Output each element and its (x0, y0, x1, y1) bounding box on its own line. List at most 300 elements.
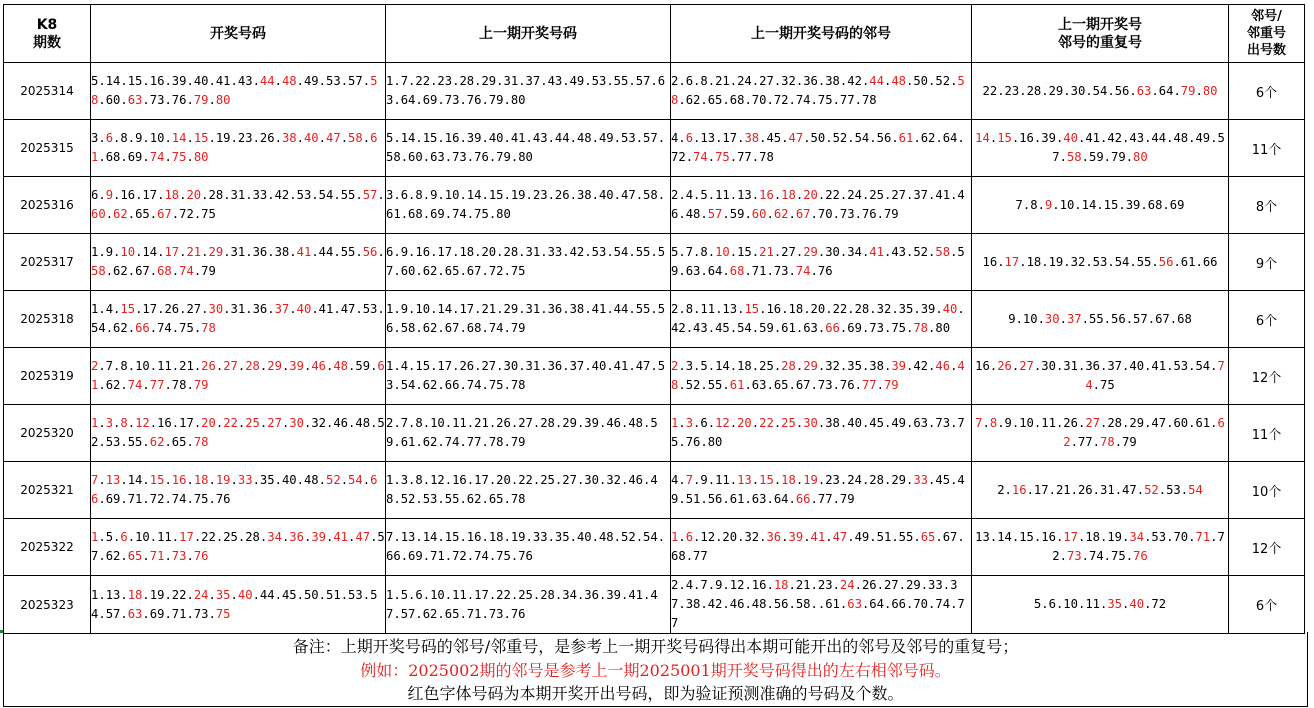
period-cell[interactable]: 2025322 (4, 519, 91, 576)
number: 10 (135, 359, 150, 373)
number: 44 (259, 587, 275, 602)
number: 28 (869, 473, 884, 487)
number: 55 (613, 74, 629, 88)
number: 6 (386, 245, 394, 259)
neighbor-numbers-cell[interactable]: 4.7.9.11.13.15.18.19.23.24.28.29.33.45.49.51.56.61.63.64.66.77.79 (671, 462, 972, 519)
number: 71 (751, 264, 767, 278)
number: 59 (729, 207, 745, 221)
number: 13 (975, 530, 990, 544)
hit-number: 30 (1044, 311, 1060, 326)
number: 20 (481, 245, 497, 259)
number: 9 (400, 245, 409, 259)
hit-number: 33 (913, 473, 929, 487)
neighbor-number-table (3, 4, 1305, 634)
hit-number: 40 (942, 302, 958, 316)
hit-number: 78 (201, 321, 216, 335)
number: 65 (444, 264, 460, 278)
number: 36 (584, 587, 599, 602)
number: 63 (685, 264, 701, 278)
number: 16 (149, 74, 165, 88)
hit-number: 1 (91, 530, 99, 544)
hit-number: 15 (193, 131, 209, 145)
draw-numbers-cell[interactable]: 1.4.15.17.26.27.30.31.36.37.40.41.47.53.54.62.66.74.75.78 (91, 291, 386, 348)
number: 24 (847, 188, 862, 202)
hit-number: 14 (171, 131, 187, 145)
hit-count-cell[interactable]: 6个 (1229, 576, 1305, 634)
number: 68 (729, 93, 745, 107)
number: 19 (215, 131, 231, 145)
number: 15 (127, 74, 143, 88)
number: 26 (861, 578, 877, 592)
number: 77 (839, 93, 855, 107)
period-cell[interactable]: 2025320 (4, 405, 91, 462)
hit-number: 79 (883, 378, 899, 392)
hit-number: 29 (803, 245, 818, 259)
number: 19 (149, 587, 165, 602)
number: 75 (817, 93, 833, 107)
number: 63 (803, 321, 818, 335)
number: 79 (488, 93, 504, 107)
number: 42 (1107, 131, 1123, 145)
hit-count-cell[interactable]: 11个 (1229, 405, 1305, 462)
previous-draw-cell[interactable]: 1.4.15.17.26.27.30.31.36.37.40.41.47.53.54.62.66.74.75.78 (386, 348, 671, 405)
number: 9 (135, 131, 143, 145)
hit-number: 47 (832, 530, 848, 544)
number: 73 (193, 606, 209, 621)
hit-number: 21 (186, 245, 202, 259)
number: 40 (847, 416, 862, 430)
neighbor-numbers-cell[interactable]: 2.3.5.14.18.25.28.29.32.35.38.39.42.46.48.52.55.61.63.65.67.73.76.77.79 (671, 348, 972, 405)
hit-number: 15 (149, 473, 165, 487)
repeat-numbers-cell[interactable]: 2.16.17.21.26.31.47.52.53.54 (972, 462, 1229, 519)
number: 77 (693, 549, 708, 563)
hit-number: 62 (149, 435, 165, 449)
number: 39 (1125, 197, 1141, 212)
number: 53 (1166, 482, 1181, 497)
hit-number: 63 (127, 93, 143, 107)
number: 72 (1151, 597, 1167, 611)
draw-numbers-cell[interactable]: 5.14.15.16.39.40.41.43.44.48.49.53.57.58.60.63.73.76.79.80 (91, 63, 386, 120)
hit-number: 37 (1066, 311, 1082, 326)
number: 8 (120, 131, 128, 145)
number: 27 (186, 302, 202, 316)
hit-number: 21 (759, 245, 774, 259)
hit-number: 18 (773, 578, 789, 592)
previous-draw-cell[interactable]: 3.6.8.9.10.14.15.19.23.26.38.40.47.58.61.68.69.74.75.80 (386, 177, 671, 234)
number: 6 (91, 188, 99, 202)
number: 53 (105, 435, 121, 449)
number: 12 (700, 530, 716, 544)
number: 56 (1111, 311, 1126, 326)
number: 75 (1100, 378, 1115, 392)
number: 33 (532, 530, 548, 544)
draw-numbers-cell[interactable]: 6.9.16.17.18.20.28.31.33.42.53.54.55.57.60.62.65.67.72.75 (91, 177, 386, 234)
number: 74 (466, 378, 482, 392)
number: 10 (1059, 197, 1075, 212)
number: 73 (839, 207, 855, 221)
hit-number: 68 (157, 264, 172, 278)
number: 53 (362, 302, 378, 316)
hit-number: 73 (1066, 549, 1082, 563)
hit-number: 38 (744, 131, 760, 145)
neighbor-numbers-cell[interactable]: 5.7.8.10.15.21.27.29.30.34.41.43.52.58.59.63.64.68.71.73.74.76 (671, 234, 972, 291)
number: 10 (1019, 416, 1034, 430)
number: 5 (700, 359, 708, 373)
hit-number: 39 (289, 359, 304, 373)
header-previous-draw[interactable]: 上一期开奖号码 (386, 5, 671, 63)
number: 26 (554, 188, 570, 202)
number: 61 (729, 492, 745, 506)
number: 45 (869, 416, 884, 430)
hit-number: 7 (685, 473, 694, 487)
hit-count-cell[interactable]: 6个 (1229, 63, 1305, 120)
hit-number: 74 (795, 264, 811, 278)
number: 31 (503, 74, 519, 88)
hit-number: 30 (289, 416, 304, 430)
number: 80 (510, 93, 526, 107)
number: 22 (832, 302, 848, 316)
hit-number: 67 (795, 207, 811, 221)
hit-count-cell[interactable]: 8个 (1229, 177, 1305, 234)
number: 17 (142, 188, 158, 202)
number: 56 (1114, 83, 1130, 98)
hit-number: 67 (157, 207, 172, 221)
hit-number: 19 (803, 473, 818, 487)
number: 47 (1122, 482, 1137, 497)
hit-number: 79 (193, 378, 209, 392)
hit-number: 74 (693, 150, 708, 164)
number: 47 (635, 359, 651, 373)
number: 41 (1085, 131, 1100, 145)
number: 41 (510, 131, 526, 145)
previous-draw-cell[interactable]: 2.7.8.10.11.21.26.27.28.29.39.46.48.59.61.62.74.77.78.79 (386, 405, 671, 462)
number: 36 (252, 245, 268, 259)
number: 80 (496, 207, 511, 221)
previous-draw-cell[interactable]: 1.3.8.12.16.17.20.22.25.27.30.32.46.48.52.53.55.62.65.78 (386, 462, 671, 519)
header-row (4, 5, 1305, 63)
hit-number: 26 (201, 359, 216, 373)
number: 47 (386, 587, 658, 621)
draw-numbers-cell[interactable]: 3.6.8.9.10.14.15.19.23.26.38.40.47.58.61.68.69.74.75.80 (91, 120, 386, 177)
number: 11 (715, 188, 730, 202)
number: 75 (193, 492, 209, 506)
number: 60 (105, 93, 121, 107)
draw-numbers-cell[interactable]: 1.9.10.14.17.21.29.31.36.38.41.44.55.56.58.62.67.68.74.79 (91, 234, 386, 291)
hit-number: 40 (1129, 597, 1145, 611)
previous-draw-cell[interactable]: 1.7.22.23.28.29.31.37.43.49.53.55.57.63.64.69.73.76.79.80 (386, 63, 671, 120)
number: 41 (613, 359, 629, 373)
number: 4 (685, 188, 694, 202)
number: 13 (105, 587, 121, 602)
hit-number: 62 (113, 207, 128, 221)
hit-number: 58 (935, 245, 951, 259)
hit-number: 40 (1063, 131, 1078, 145)
draw-numbers-cell[interactable]: 1.3.8.12.16.17.20.22.25.27.30.32.46.48.52.53.55.62.65.78 (91, 405, 386, 462)
notes-area (3, 632, 1308, 707)
number: 74 (1088, 549, 1104, 563)
hit-number: 27 (223, 359, 238, 373)
number: 62 (422, 321, 438, 335)
number: 35 (847, 359, 862, 373)
number: 41 (1151, 359, 1167, 373)
period-cell[interactable]: 2025315 (4, 120, 91, 177)
number: 32 (744, 530, 760, 544)
number: 11 (715, 473, 730, 487)
hit-count-cell[interactable]: 11个 (1229, 120, 1305, 177)
number: 70 (913, 597, 929, 611)
draw-numbers-cell[interactable]: 7.13.14.15.16.18.19.33.35.40.48.52.54.66.69.71.72.74.75.76 (91, 462, 386, 519)
number: 75 (488, 378, 504, 392)
hit-number: 78 (1100, 435, 1115, 449)
neighbor-numbers-cell[interactable]: 1.6.12.20.32.36.39.41.47.49.51.55.65.67.68.77 (671, 519, 972, 576)
hit-number: 1 (91, 416, 99, 430)
number: 15 (1019, 530, 1034, 544)
number: 79 (1111, 150, 1126, 164)
number: 64 (942, 131, 958, 145)
period-cell[interactable]: 2025314 (4, 63, 91, 120)
hit-number: 10 (120, 245, 136, 259)
hit-number: 18 (164, 188, 180, 202)
number: 16 (452, 473, 467, 487)
repeat-numbers-cell[interactable]: 7.8.9.10.11.26.27.28.29.47.60.61.62.77.78.79 (972, 405, 1229, 462)
hit-number: 18 (781, 188, 796, 202)
number: 13 (400, 530, 416, 544)
hit-number: 76 (193, 549, 209, 563)
repeat-numbers-cell[interactable]: 9.10.30.37.55.56.57.67.68 (972, 291, 1229, 348)
number: 2 (997, 482, 1005, 497)
number: 31 (230, 245, 246, 259)
number: 37 (569, 359, 585, 373)
number: 28 (1026, 83, 1042, 98)
number: 15 (488, 188, 504, 202)
hit-number: 8 (989, 416, 998, 430)
previous-draw-cell[interactable]: 6.9.16.17.18.20.28.31.33.42.53.54.55.57.60.62.65.67.72.75 (386, 234, 671, 291)
number: 69 (1169, 197, 1185, 212)
number: 76 (518, 549, 533, 563)
number: 57 (643, 131, 658, 145)
draw-numbers-cell[interactable]: 1.13.18.19.22.24.35.40.44.45.50.51.53.54.57.63.69.71.73.75 (91, 576, 386, 634)
number: 1 (91, 302, 99, 316)
number: 15 (444, 530, 460, 544)
number: 79 (883, 207, 899, 221)
period-cell[interactable]: 2025319 (4, 348, 91, 405)
table-row (4, 120, 1305, 177)
number: 58 (400, 321, 416, 335)
number: 14 (105, 74, 121, 88)
hit-number: 41 (869, 245, 884, 259)
previous-draw-cell[interactable]: 7.13.14.15.16.18.19.33.35.40.48.52.54.66.69.71.72.74.75.76 (386, 519, 671, 576)
number: 9 (1004, 416, 1012, 430)
number: 66 (1202, 254, 1218, 269)
number: 17 (437, 359, 453, 373)
period-cell[interactable]: 2025323 (4, 576, 91, 634)
number: 5 (386, 131, 394, 145)
number: 79 (839, 492, 855, 506)
number: 12 (729, 578, 745, 592)
hit-number: 9 (105, 188, 114, 202)
number: 34 (847, 245, 862, 259)
header-period[interactable]: K8 期数 (4, 5, 91, 63)
number: 54 (1092, 83, 1108, 98)
number: 44 (554, 131, 570, 145)
period-cell[interactable]: 2025317 (4, 234, 91, 291)
previous-draw-cell[interactable]: 1.9.10.14.17.21.29.31.36.38.41.44.55.56.58.62.67.68.74.79 (386, 291, 671, 348)
number: 66 (444, 378, 460, 392)
hit-number: 79 (1180, 83, 1196, 98)
table-row (4, 234, 1305, 291)
previous-draw-cell[interactable]: 1.5.6.10.11.17.22.25.28.34.36.39.41.47.57.62.65.71.73.76 (386, 576, 671, 634)
number: 26 (1077, 482, 1093, 497)
number: 49 (671, 473, 965, 506)
header-draw-numbers[interactable]: 开奖号码 (91, 5, 386, 63)
hit-number: 29 (267, 359, 282, 373)
number: 44 (318, 245, 334, 259)
number: 28 (540, 416, 555, 430)
number: 11 (157, 359, 172, 373)
number: 73 (452, 150, 467, 164)
number: 59 (386, 416, 658, 449)
hit-count-cell[interactable]: 6个 (1229, 291, 1305, 348)
number: 73 (149, 93, 165, 107)
hit-number: 47 (326, 131, 341, 145)
hit-number: 80 (215, 93, 231, 107)
neighbor-numbers-cell[interactable]: 2.4.7.9.12.16.18.21.23.24.26.27.29.33.37.38.42.46.48.56.58..61.63.64.66.70.74.77 (671, 576, 972, 634)
hit-number: 27 (267, 416, 282, 430)
number: 10 (149, 131, 165, 145)
neighbor-numbers-cell[interactable]: 2.8.11.13.15.16.18.20.22.28.32.35.39.40.42.43.45.54.59.61.63.66.69.73.75.78.80 (671, 291, 972, 348)
number: 61 (825, 597, 840, 611)
number: 77 (1077, 435, 1093, 449)
hit-number: 48 (333, 359, 349, 373)
hit-number: 20 (201, 416, 216, 430)
hit-number: 35 (215, 587, 231, 602)
number: 52 (685, 378, 701, 392)
hit-number: 65 (127, 549, 143, 563)
hit-count-cell[interactable]: 12个 (1229, 519, 1305, 576)
number: 27 (562, 473, 577, 487)
number: 21 (481, 302, 497, 316)
number: 10 (444, 188, 460, 202)
repeat-numbers-cell[interactable]: 16.17.18.19.32.53.54.55.56.61.66 (972, 234, 1229, 291)
repeat-numbers-cell[interactable]: 13.14.15.16.17.18.19.34.53.70.71.72.73.74.75.76 (972, 519, 1229, 576)
number: 20 (722, 530, 738, 544)
note-line-example: 例如：2025002期的邻号是参考上一期2025001期开奖号码得出的左右相邻号码。 (360, 661, 951, 680)
number: 72 (773, 93, 789, 107)
number: 62 (113, 321, 128, 335)
number: 74 (935, 597, 951, 611)
number: 4 (400, 359, 409, 373)
draw-numbers-cell[interactable]: 1.5.6.10.11.17.22.25.28.34.36.39.41.47.57.62.65.71.73.76 (91, 519, 386, 576)
hit-number: 18 (127, 587, 143, 602)
previous-draw-cell[interactable]: 5.14.15.16.39.40.41.43.44.48.49.53.57.58.60.63.73.76.79.80 (386, 120, 671, 177)
hit-number: 46 (311, 359, 326, 373)
hit-number: 24 (193, 587, 209, 602)
hit-number: 16 (171, 473, 187, 487)
neighbor-numbers-cell[interactable]: 4.6.13.17.38.45.47.50.52.54.56.61.62.64.72.74.75.77.78 (671, 120, 972, 177)
number: 16 (466, 530, 482, 544)
number: 70 (751, 93, 767, 107)
hit-number: 39 (311, 530, 326, 544)
period-cell[interactable]: 2025318 (4, 291, 91, 348)
number: 46 (628, 473, 644, 487)
number: 39 (1041, 131, 1056, 145)
table-row (4, 63, 1305, 120)
repeat-numbers-cell[interactable]: 7.8.9.10.14.15.39.68.69 (972, 177, 1229, 234)
number: 6 (685, 74, 694, 88)
number: 73 (935, 416, 951, 430)
number: 69 (422, 93, 438, 107)
number: 54 (854, 131, 870, 145)
hit-number: 75 (715, 150, 730, 164)
number: 71 (430, 549, 445, 563)
number: 74 (488, 321, 504, 335)
number: 22 (825, 188, 840, 202)
header-hit-count[interactable]: 邻号/ 邻重号 出号数 (1229, 5, 1305, 63)
number: 78 (510, 378, 526, 392)
number: 49 (1195, 131, 1211, 145)
neighbor-numbers-cell[interactable]: 2.4.5.11.13.16.18.20.22.24.25.27.37.41.46.48.57.59.60.62.67.70.73.76.79 (671, 177, 972, 234)
number: 69 (430, 207, 445, 221)
period-cell[interactable]: 2025316 (4, 177, 91, 234)
number: 35 (259, 473, 275, 487)
number: 80 (518, 150, 533, 164)
header-repeat-numbers[interactable]: 上一期开奖号 邻号的重复号 (972, 5, 1229, 63)
number: 18 (488, 530, 504, 544)
number: 75 (201, 207, 216, 221)
hit-count-cell[interactable]: 9个 (1229, 234, 1305, 291)
repeat-numbers-cell[interactable]: 16.26.27.30.31.36.37.40.41.53.54.74.75 (972, 348, 1229, 405)
number: 60 (1173, 416, 1189, 430)
hit-number: 57 (362, 188, 378, 202)
hit-number: 39 (788, 530, 804, 544)
hit-number: 75 (215, 606, 231, 621)
number: 7 (700, 578, 708, 592)
neighbor-numbers-cell[interactable]: 1.3.6.12.20.22.25.30.38.40.45.49.63.73.75.76.80 (671, 405, 972, 462)
number: 76 (474, 150, 489, 164)
repeat-numbers-cell[interactable]: 14.15.16.39.40.41.42.43.44.48.49.57.58.59.79.80 (972, 120, 1229, 177)
number: 52 (400, 492, 416, 506)
hit-count-cell[interactable]: 10个 (1229, 462, 1305, 519)
table-row (4, 348, 1305, 405)
number: 32 (781, 74, 796, 88)
repeat-numbers-cell[interactable]: 5.6.10.11.35.40.72 (972, 576, 1229, 634)
hit-number: 56 (1158, 254, 1174, 269)
number: 30 (1041, 359, 1056, 373)
number: 55 (635, 302, 651, 316)
number: 55 (898, 530, 914, 544)
number: 7 (400, 74, 409, 88)
header-neighbor-numbers[interactable]: 上一期开奖号码的邻号 (671, 5, 972, 63)
number: 22 (518, 473, 533, 487)
hit-number: 15 (744, 302, 760, 316)
note-line-1: 备注：上期开奖号码的邻号/邻重号，是参考上一期开奖号码得出本期可能开出的邻号及邻号的重复号； (292, 637, 1019, 656)
hit-number: 15 (120, 302, 136, 316)
number: 9 (105, 245, 114, 259)
hit-count-cell[interactable]: 12个 (1229, 348, 1305, 405)
period-cell[interactable]: 2025321 (4, 462, 91, 519)
number: 2 (386, 416, 394, 430)
draw-numbers-cell[interactable]: 2.7.8.10.11.21.26.27.28.29.39.46.48.59.61.62.74.77.78.79 (91, 348, 386, 405)
number: 38 (869, 359, 884, 373)
number: 4 (671, 131, 679, 145)
number: 35 (554, 530, 570, 544)
number: 40 (591, 359, 607, 373)
number: 67 (942, 530, 958, 544)
hit-number: 20 (186, 188, 202, 202)
number: 11 (700, 302, 716, 316)
repeat-numbers-cell[interactable]: 22.23.28.29.30.54.56.63.64.79.80 (972, 63, 1229, 120)
neighbor-numbers-cell[interactable]: 2.6.8.21.24.27.32.36.38.42.44.48.50.52.58.62.65.68.70.72.74.75.77.78 (671, 63, 972, 120)
